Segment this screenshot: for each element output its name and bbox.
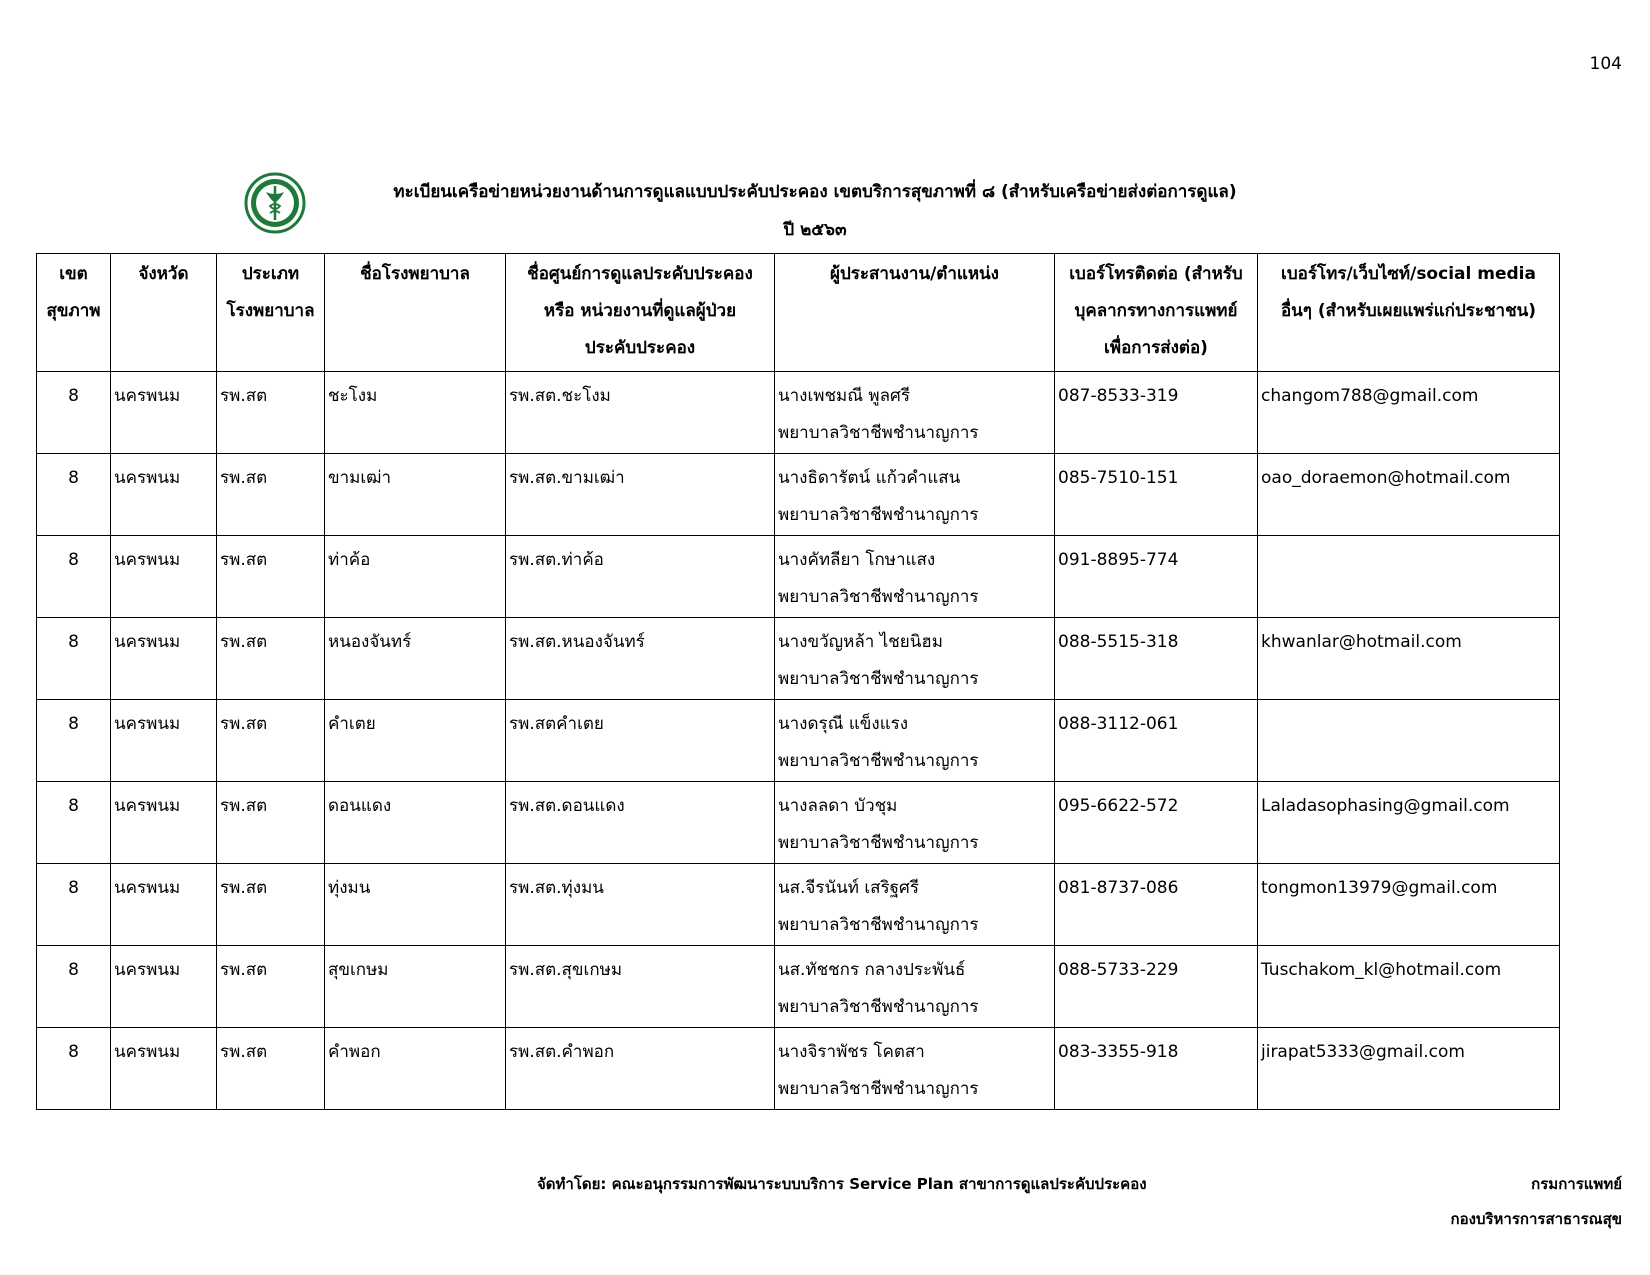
contact-cell: [1258, 700, 1560, 782]
document-header: [0, 172, 1650, 242]
column-header-line: บุคลากรทางการแพทย์: [1074, 301, 1238, 321]
care-center-cell: [506, 946, 775, 1028]
zone-cell: [37, 536, 111, 618]
cell-zone: 8: [68, 796, 79, 816]
coordinator-cell: [775, 454, 1055, 536]
cell-coordinator: นส.จีรนันท์ เสริฐศรี: [778, 878, 919, 898]
cell-hospital: หนองจันทร์: [328, 632, 412, 652]
cell-position: พยาบาลวิชาชีพชำนาญการ: [778, 587, 979, 607]
cell-position: พยาบาลวิชาชีพชำนาญการ: [778, 751, 979, 771]
cell-phone: 087-8533-319: [1058, 386, 1179, 406]
hospital-name-cell: [325, 864, 506, 946]
hospital-name-cell: [325, 618, 506, 700]
province-cell: [111, 946, 217, 1028]
cell-contact: Tuschakom_kl@hotmail.com: [1261, 960, 1502, 980]
province-cell: [111, 1028, 217, 1110]
table-row: [37, 372, 1560, 454]
column-header-line: ประคับประคอง: [584, 338, 696, 358]
phone-cell: [1055, 536, 1258, 618]
province-cell: [111, 618, 217, 700]
cell-center: รพ.สต.ดอนแดง: [509, 796, 625, 816]
cell-position: พยาบาลวิชาชีพชำนาญการ: [778, 997, 979, 1017]
table-row: [37, 1028, 1560, 1110]
hospital-name-cell: [325, 1028, 506, 1110]
phone-cell: [1055, 1028, 1258, 1110]
column-header-line: ชื่อโรงพยาบาล: [360, 264, 470, 284]
hospital-type-cell: [217, 782, 325, 864]
cell-hospital: สุขเกษม: [328, 960, 389, 980]
table-row: [37, 946, 1560, 1028]
hospital-type-cell: [217, 454, 325, 536]
coordinator-cell: [775, 618, 1055, 700]
care-center-cell: [506, 372, 775, 454]
phone-cell: [1055, 864, 1258, 946]
column-header-referral-phone: [1055, 254, 1258, 372]
zone-cell: [37, 700, 111, 782]
cell-center: รพ.สต.หนองจันทร์: [509, 632, 645, 652]
care-center-cell: [506, 536, 775, 618]
table-row: [37, 454, 1560, 536]
column-header-line: เบอร์โทรติดต่อ (สำหรับ: [1069, 264, 1243, 284]
contact-cell: [1258, 1028, 1560, 1110]
document-title: ทะเบียนเครือข่ายหน่วยงานด้านการดูแลแบบประคับประคอง เขตบริการสุขภาพที่ ๘ (สำหรับเครือข่ายส่งต่อการดูแล): [393, 182, 1237, 202]
network-registry-table: [36, 253, 1560, 1110]
zone-cell: [37, 946, 111, 1028]
cell-type: รพ.สต: [220, 632, 268, 652]
column-header-line: ผู้ประสานงาน/ตำแหน่ง: [830, 264, 999, 284]
cell-province: นครพนม: [114, 960, 181, 980]
cell-type: รพ.สต: [220, 714, 268, 734]
column-header-hospital-name: [325, 254, 506, 372]
hospital-type-cell: [217, 864, 325, 946]
cell-center: รพ.สต.คำพอก: [509, 1042, 615, 1062]
province-cell: [111, 372, 217, 454]
cell-zone: 8: [68, 386, 79, 406]
cell-phone: 088-5733-229: [1058, 960, 1179, 980]
cell-phone: 083-3355-918: [1058, 1042, 1179, 1062]
column-header-zone: [37, 254, 111, 372]
cell-center: รพ.สต.ทุ่งมน: [509, 878, 604, 898]
footer-department: กรมการแพทย์: [1531, 1175, 1622, 1193]
page-number: 104: [1589, 54, 1622, 74]
column-header-care-center: [506, 254, 775, 372]
document-subtitle: ปี ๒๕๖๓: [783, 220, 847, 240]
contact-cell: [1258, 782, 1560, 864]
province-cell: [111, 700, 217, 782]
cell-phone: 091-8895-774: [1058, 550, 1179, 570]
cell-phone: 085-7510-151: [1058, 468, 1179, 488]
care-center-cell: [506, 618, 775, 700]
cell-type: รพ.สต: [220, 796, 268, 816]
hospital-type-cell: [217, 536, 325, 618]
cell-zone: 8: [68, 550, 79, 570]
cell-type: รพ.สต: [220, 550, 268, 570]
cell-type: รพ.สต: [220, 468, 268, 488]
column-header-line: สุขภาพ: [46, 301, 101, 321]
coordinator-cell: [775, 782, 1055, 864]
cell-hospital: ชะโงม: [328, 386, 378, 406]
cell-position: พยาบาลวิชาชีพชำนาญการ: [778, 915, 979, 935]
table-row: [37, 864, 1560, 946]
table-row: [37, 782, 1560, 864]
hospital-type-cell: [217, 618, 325, 700]
column-header-province: [111, 254, 217, 372]
cell-type: รพ.สต: [220, 960, 268, 980]
province-cell: [111, 536, 217, 618]
phone-cell: [1055, 700, 1258, 782]
care-center-cell: [506, 1028, 775, 1110]
cell-center: รพ.สต.ขามเฒ่า: [509, 468, 625, 488]
hospital-name-cell: [325, 536, 506, 618]
cell-zone: 8: [68, 1042, 79, 1062]
coordinator-cell: [775, 864, 1055, 946]
cell-coordinator: นางดรุณี แข็งแรง: [778, 714, 909, 734]
table-row: [37, 700, 1560, 782]
phone-cell: [1055, 618, 1258, 700]
cell-coordinator: นส.ทัชชกร กลางประพันธ์: [778, 960, 966, 980]
hospital-type-cell: [217, 1028, 325, 1110]
cell-zone: 8: [68, 468, 79, 488]
cell-hospital: ทุ่งมน: [328, 878, 371, 898]
cell-contact: jirapat5333@gmail.com: [1261, 1042, 1465, 1062]
hospital-name-cell: [325, 700, 506, 782]
cell-coordinator: นางเพชมณี พูลศรี: [778, 386, 910, 406]
province-cell: [111, 782, 217, 864]
column-header-line: เบอร์โทร/เว็บไซท์/social media: [1281, 264, 1536, 284]
coordinator-cell: [775, 1028, 1055, 1110]
cell-province: นครพนม: [114, 714, 181, 734]
zone-cell: [37, 1028, 111, 1110]
cell-coordinator: นางธิดารัตน์ แก้วคำแสน: [778, 468, 961, 488]
zone-cell: [37, 864, 111, 946]
cell-coordinator: นางขวัญหล้า ไชยนิฮม: [778, 632, 943, 652]
cell-coordinator: นางคัทลียา โกษาแสง: [778, 550, 936, 570]
cell-phone: 088-3112-061: [1058, 714, 1179, 734]
column-header-line: โรงพยาบาล: [226, 301, 315, 321]
column-header-hospital-type: [217, 254, 325, 372]
table-header-row: [37, 254, 1560, 372]
care-center-cell: [506, 864, 775, 946]
column-header-line: ประเภท: [241, 264, 300, 284]
zone-cell: [37, 618, 111, 700]
cell-phone: 088-5515-318: [1058, 632, 1179, 652]
cell-hospital: คำเตย: [328, 714, 376, 734]
hospital-type-cell: [217, 372, 325, 454]
contact-cell: [1258, 946, 1560, 1028]
cell-contact: oao_doraemon@hotmail.com: [1261, 468, 1511, 488]
coordinator-cell: [775, 372, 1055, 454]
hospital-type-cell: [217, 946, 325, 1028]
cell-province: นครพนม: [114, 878, 181, 898]
column-header-line: เพื่อการส่งต่อ): [1104, 338, 1208, 358]
care-center-cell: [506, 782, 775, 864]
phone-cell: [1055, 782, 1258, 864]
cell-province: นครพนม: [114, 386, 181, 406]
cell-center: รพ.สต.สุขเกษม: [509, 960, 623, 980]
cell-phone: 095-6622-572: [1058, 796, 1179, 816]
column-header-line: เขต: [59, 264, 88, 284]
cell-type: รพ.สต: [220, 1042, 268, 1062]
table-row: [37, 618, 1560, 700]
hospital-type-cell: [217, 700, 325, 782]
cell-center: รพ.สต.ชะโงม: [509, 386, 611, 406]
cell-province: นครพนม: [114, 632, 181, 652]
hospital-name-cell: [325, 782, 506, 864]
cell-contact: tongmon13979@gmail.com: [1261, 878, 1498, 898]
cell-zone: 8: [68, 714, 79, 734]
coordinator-cell: [775, 700, 1055, 782]
phone-cell: [1055, 454, 1258, 536]
cell-type: รพ.สต: [220, 878, 268, 898]
cell-coordinator: นางจิราพัชร โคตสา: [778, 1042, 925, 1062]
column-header-coordinator: [775, 254, 1055, 372]
phone-cell: [1055, 372, 1258, 454]
hospital-name-cell: [325, 946, 506, 1028]
column-header-public-contact: [1258, 254, 1560, 372]
province-cell: [111, 864, 217, 946]
footer-prepared-by: จัดทำโดย: คณะอนุกรรมการพัฒนาระบบบริการ Service Plan สาขาการดูแลประคับประคอง: [537, 1175, 1147, 1193]
column-header-line: อื่นๆ (สำหรับเผยแพร่แก่ประชาชน): [1280, 301, 1537, 321]
column-header-line: ชื่อศูนย์การดูแลประคับประคอง: [527, 264, 753, 284]
care-center-cell: [506, 454, 775, 536]
coordinator-cell: [775, 536, 1055, 618]
zone-cell: [37, 372, 111, 454]
coordinator-cell: [775, 946, 1055, 1028]
cell-contact: Laladasophasing@gmail.com: [1261, 796, 1510, 816]
cell-position: พยาบาลวิชาชีพชำนาญการ: [778, 423, 979, 443]
contact-cell: [1258, 454, 1560, 536]
contact-cell: [1258, 618, 1560, 700]
cell-hospital: ขามเฒ่า: [328, 468, 392, 488]
contact-cell: [1258, 372, 1560, 454]
cell-type: รพ.สต: [220, 386, 268, 406]
cell-coordinator: นางลลดา บัวชุม: [778, 796, 898, 816]
cell-province: นครพนม: [114, 796, 181, 816]
column-header-line: จังหวัด: [138, 264, 189, 284]
cell-zone: 8: [68, 960, 79, 980]
cell-zone: 8: [68, 632, 79, 652]
cell-position: พยาบาลวิชาชีพชำนาญการ: [778, 505, 979, 525]
province-cell: [111, 454, 217, 536]
cell-hospital: ท่าค้อ: [328, 550, 371, 570]
cell-position: พยาบาลวิชาชีพชำนาญการ: [778, 669, 979, 689]
cell-hospital: คำพอก: [328, 1042, 381, 1062]
cell-zone: 8: [68, 878, 79, 898]
contact-cell: [1258, 536, 1560, 618]
ministry-seal-icon: [240, 172, 310, 234]
cell-province: นครพนม: [114, 468, 181, 488]
cell-position: พยาบาลวิชาชีพชำนาญการ: [778, 1079, 979, 1099]
cell-province: นครพนม: [114, 1042, 181, 1062]
footer-division: กองบริหารการสาธารณสุข: [1450, 1210, 1622, 1228]
phone-cell: [1055, 946, 1258, 1028]
contact-cell: [1258, 864, 1560, 946]
cell-center: รพ.สตคำเตย: [509, 714, 604, 734]
cell-center: รพ.สต.ท่าค้อ: [509, 550, 604, 570]
zone-cell: [37, 454, 111, 536]
column-header-line: หรือ หน่วยงานที่ดูแลผู้ป่วย: [543, 301, 737, 321]
hospital-name-cell: [325, 454, 506, 536]
cell-contact: changom788@gmail.com: [1261, 386, 1479, 406]
cell-contact: khwanlar@hotmail.com: [1261, 632, 1462, 652]
zone-cell: [37, 782, 111, 864]
cell-hospital: ดอนแดง: [328, 796, 392, 816]
table-row: [37, 536, 1560, 618]
cell-position: พยาบาลวิชาชีพชำนาญการ: [778, 833, 979, 853]
hospital-name-cell: [325, 372, 506, 454]
cell-province: นครพนม: [114, 550, 181, 570]
cell-phone: 081-8737-086: [1058, 878, 1179, 898]
care-center-cell: [506, 700, 775, 782]
